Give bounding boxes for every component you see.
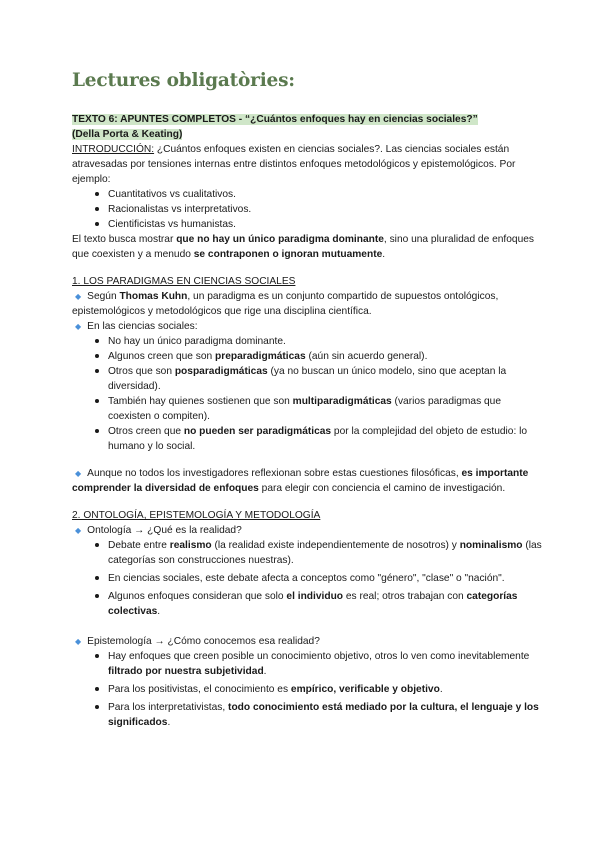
text-run: Ontología → ¿Qué es la realidad? — [87, 525, 242, 536]
blue-diamond-icon: ◆ — [75, 526, 82, 535]
text-run: Algunos creen que son — [108, 351, 216, 362]
page-title: Lectures obligatòries: — [72, 70, 295, 91]
ontology-list — [72, 538, 542, 619]
text-run: Epistemología → ¿Cómo conocemos esa realidad? — [87, 636, 320, 647]
header-line-2: (Della Porta & Keating) — [72, 129, 183, 140]
text-run: , un paradigma es un conjunto compartido de supuestos ontológicos, epistemológicos y metodológicos que rige una disciplina científica. — [72, 291, 499, 317]
bold-run: nominalismo — [459, 540, 523, 551]
list-item — [95, 424, 542, 454]
text-run: En las ciencias sociales: — [87, 321, 198, 332]
text-run: Algunos enfoques consideran que solo — [108, 591, 287, 602]
intro-conclusion — [72, 232, 542, 262]
text-run: No hay un único paradigma dominante. — [108, 336, 286, 347]
bold-run: posparadigmáticas — [174, 366, 268, 377]
bold-run: el individuo — [286, 591, 344, 602]
blue-diamond-icon: ◆ — [75, 292, 82, 301]
list-item: Cientificistas vs humanistas. — [95, 217, 542, 232]
paradigm-list — [72, 334, 542, 454]
bold-run: se contraponen o ignoran mutuamente — [193, 249, 383, 260]
list-item — [95, 394, 542, 424]
list-item — [95, 571, 542, 586]
list-item — [95, 364, 542, 394]
text-run: Para los positivistas, el conocimiento es — [108, 684, 291, 695]
bold-run: que no hay un único paradigma dominante — [176, 234, 384, 245]
intro-list — [72, 187, 542, 232]
text-run: es real; otros trabajan con — [343, 591, 467, 602]
text-run: . — [263, 666, 267, 677]
bold-run: preparadigmáticas — [215, 351, 306, 362]
text-run: Según — [87, 291, 120, 302]
list-item — [95, 538, 542, 568]
epistemology-lead — [72, 634, 542, 649]
text-run: En ciencias sociales, este debate afecta a conceptos como "género", "clase" o "nación". — [108, 573, 505, 584]
list-item — [95, 589, 542, 619]
bold-run: es importante comprender la diversidad de enfoques — [72, 468, 529, 494]
text-run: También hay quienes sostienen que son — [108, 396, 293, 407]
text-run: Otros creen que — [108, 426, 184, 437]
text-run: (aún sin acuerdo general). — [305, 351, 428, 362]
bold-run: Thomas Kuhn — [119, 291, 188, 302]
bold-run: no pueden ser paradigmáticas — [183, 426, 332, 437]
text-run: (ya no buscan un único modelo, sino que aceptan la diversidad). — [108, 366, 507, 392]
blue-diamond-icon: ◆ — [75, 322, 82, 331]
bold-run: empírico, verificable y objetivo — [290, 684, 440, 695]
text-run: , sino una pluralidad de enfoques que coexisten y a menudo — [72, 234, 535, 260]
bold-run: todo conocimiento está mediado por la cultura, el lenguaje y los significados — [108, 702, 539, 728]
text-run: por la complejidad del objeto de estudio: lo humano y lo social. — [108, 426, 528, 452]
text-run: . — [439, 684, 443, 695]
blue-diamond-icon: ◆ — [75, 469, 82, 478]
list-item — [95, 682, 542, 697]
ontology-lead — [72, 523, 542, 538]
section-2-heading: 2. ONTOLOGÍA, EPISTEMOLOGÍA Y METODOLOGÍA — [72, 510, 321, 521]
text-run: (la realidad existe independientemente de nosotros) y — [211, 540, 460, 551]
kuhn-paragraph — [72, 289, 542, 319]
document-body — [72, 112, 542, 733]
text-run: (las categorías son construcciones nuestras). — [108, 540, 542, 566]
intro-label: INTRODUCCIÓN: — [72, 144, 155, 155]
blue-diamond-icon: ◆ — [75, 637, 82, 646]
bold-run: categorías colectivas — [108, 591, 518, 617]
social-sciences-lead — [72, 319, 542, 334]
text-run: Aunque no todos los investigadores reflexionan sobre estas cuestiones filosóficas, — [87, 468, 462, 479]
intro-paragraph — [72, 142, 542, 187]
intro-text: ¿Cuántos enfoques existen en ciencias sociales?. Las ciencias sociales están atravesadas por tensiones internas entre distintos enfoques metodológicos y epistemológicos. Por ejemplo: — [72, 144, 516, 185]
list-item — [95, 700, 542, 730]
list-item — [95, 334, 542, 349]
text-run: Hay enfoques que creen posible un conocimiento objetivo, otros lo ven como inevitablemente — [108, 651, 530, 662]
bold-run: multiparadigmáticas — [292, 396, 392, 407]
text-run: Para los interpretativistas, — [108, 702, 229, 713]
list-item — [95, 649, 542, 679]
epistemology-list — [72, 649, 542, 730]
text-run: Otros que son — [108, 366, 175, 377]
text-run: para elegir con conciencia el camino de investigación. — [258, 483, 506, 494]
text-run: (varios paradigmas que coexisten o compiten). — [108, 396, 502, 422]
text-run: . — [157, 606, 161, 617]
text-run: El texto busca mostrar — [72, 234, 177, 245]
section-1-closing — [72, 466, 542, 496]
text-run: . — [382, 249, 386, 260]
header-line-1: TEXTO 6: APUNTES COMPLETOS - “¿Cuántos enfoques hay en ciencias sociales?” — [72, 114, 478, 125]
bold-run: filtrado por nuestra subjetividad — [108, 666, 264, 677]
bold-run: realismo — [169, 540, 212, 551]
list-item: Cuantitativos vs cualitativos. — [95, 187, 542, 202]
list-item — [95, 349, 542, 364]
text-run: Debate entre — [108, 540, 170, 551]
text-header — [72, 112, 542, 142]
text-run: . — [167, 717, 171, 728]
list-item: Racionalistas vs interpretativos. — [95, 202, 542, 217]
section-1-heading: 1. LOS PARADIGMAS EN CIENCIAS SOCIALES — [72, 276, 296, 287]
